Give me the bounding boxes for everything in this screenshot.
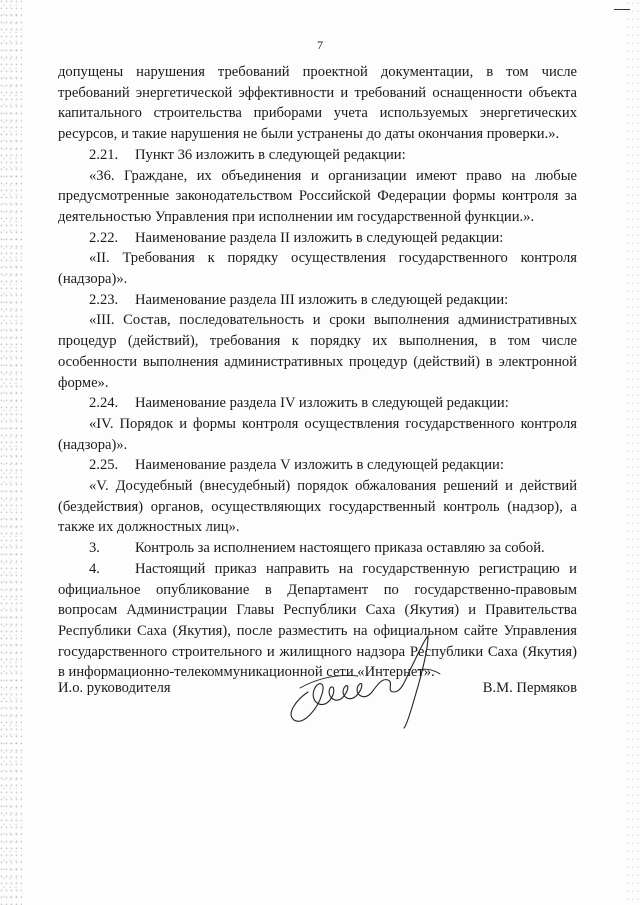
scan-mark: [614, 9, 630, 10]
paragraph: [58, 393, 577, 414]
item-text: Настоящий приказ направить на государственную регистрацию и официальное опубликование в Департамент по государственно-правовым вопросам Администрации Главы Республики Саха (Якутия) и Правительства Республики Саха (Якутия), после разместить на официальном сайте Управления государственного строительного и жилищного надзора Республики Саха (Якутия) в информационно-телекоммуникационной сети «Интернет».: [58, 560, 577, 681]
paragraph: «36. Граждане, их объединения и организации имеют право на любые предусмотренные законодательством Российской Федерации формы контроля за деятельностью Управления при исполнении им государственной функции.».: [58, 167, 577, 225]
signature-block: [58, 680, 577, 704]
paragraph: [58, 455, 577, 476]
paragraph: [58, 538, 577, 559]
paragraph: [58, 145, 577, 166]
item-number: 3.: [89, 540, 100, 557]
paragraph: «II. Требования к порядку осуществления государственного контроля (надзора)».: [58, 250, 577, 288]
paragraph: «III. Состав, последовательность и сроки выполнения административных процедур (действий), требования к порядку их выполнения, в том числе особенности выполнения административных процедур (действий) в электронной форме».: [58, 312, 577, 391]
paragraph: [58, 228, 577, 249]
paragraph: «V. Досудебный (внесудебный) порядок обжалования решений и действий (бездействия) органов, осуществляющих государственный контроль (надзор), а также их должностных лиц».: [58, 478, 577, 536]
scan-edge-left: [0, 0, 22, 905]
item-text: Наименование раздела V изложить в следующей редакции:: [135, 457, 504, 474]
item-number: 4.: [89, 560, 100, 577]
paragraph: [58, 290, 577, 311]
item-number: 2.25.: [89, 457, 119, 474]
page-number: 7: [317, 38, 323, 52]
item-number: 2.23.: [89, 291, 119, 308]
item-text: Пункт 36 изложить в следующей редакции:: [135, 146, 406, 163]
paragraph: допущены нарушения требований проектной документации, в том числе требований энергетической эффективности и требований оснащенности объекта капитального строительства приборами учета используемых энергетических ресурсов, и такие нарушения не были устранены до даты окончания проверки.».: [58, 64, 577, 143]
document-body: [58, 62, 577, 683]
signatory-name: В.М. Пермяков: [482, 680, 577, 696]
signatory-title: И.о. руководителя: [58, 680, 171, 696]
item-text: Наименование раздела III изложить в следующей редакции:: [135, 291, 509, 308]
scan-edge-right: [626, 0, 640, 905]
item-text: Контроль за исполнением настоящего приказа оставляю за собой.: [135, 540, 545, 557]
item-text: Наименование раздела IV изложить в следующей редакции:: [135, 395, 509, 412]
item-number: 2.24.: [89, 395, 119, 412]
item-text: Наименование раздела II изложить в следующей редакции:: [135, 229, 504, 246]
item-number: 2.21.: [89, 146, 119, 163]
item-number: 2.22.: [89, 229, 119, 246]
paragraph: «IV. Порядок и формы контроля осуществления государственного контроля (надзора)».: [58, 415, 577, 453]
